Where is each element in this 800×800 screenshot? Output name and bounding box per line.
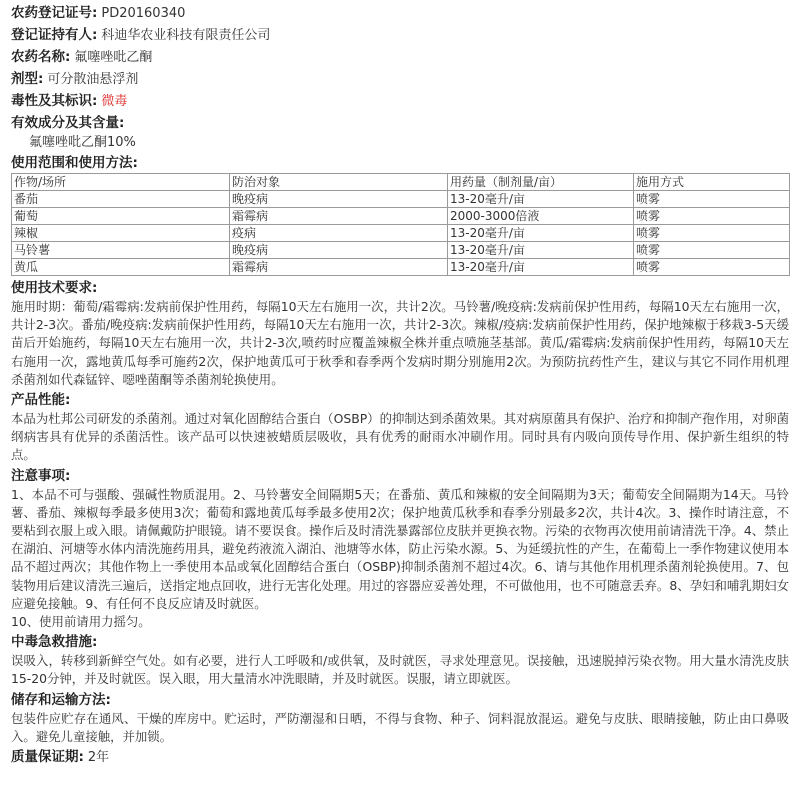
usage-table-header-row: [12, 174, 790, 191]
toxicity-row: [11, 90, 789, 112]
usage-cell-crop: 葡萄: [12, 208, 230, 225]
usage-header-dosage: 用药量（制剂量/亩）: [448, 174, 634, 191]
toxicity-value: 微毒: [101, 94, 128, 109]
usage-heading: 使用范围和使用方法:: [11, 155, 138, 171]
pesticide-name-row: [11, 46, 789, 68]
usage-cell-method: 喷雾: [634, 242, 790, 259]
usage-cell-dosage: 13-20毫升/亩: [448, 191, 634, 208]
product-features-heading: 产品性能:: [11, 392, 71, 409]
usage-table: [11, 173, 790, 276]
table-row: [12, 191, 790, 208]
usage-cell-target: 霜霉病: [230, 259, 448, 276]
formulation-row: [11, 68, 789, 90]
technical-requirements-text: 施用时期：葡萄/霜霉病:发病前保护性用药，每隔10天左右施用一次，共计2次。马铃薯/晚疫病:发病前保护性用药，每隔10天左右施用一次，共计2-3次。番茄/晚疫病:发病前保护性用药，每隔10天左右施用一次，共计2-3次。辣椒/疫病:发病前保护性用药，保护地辣椒于移栽3-5天缓苗后开始施药，每隔10天左右施用一次，共计2-3次,喷药时应覆盖辣椒全株并重点喷施茎基部。黄瓜/霜霉病:发病前保护性用药，每隔10天左右施用一次，露地黄瓜每季可施药2次，保护地黄瓜可于秋季和春季两个发病时期分别施用2次。为预防抗药性产生，建议与其它不同作用机理杀菌剂如代森锰锌、噁唑菌酮等杀菌剂轮换使用。: [11, 299, 790, 387]
certificate-holder-label: 登记证持有人:: [11, 27, 98, 43]
first-aid-heading: 中毒急救措施:: [11, 634, 98, 651]
certificate-holder-row: [11, 24, 789, 46]
usage-cell-crop: 番茄: [12, 191, 230, 208]
table-row: [12, 242, 790, 259]
usage-header-crop: 作物/场所: [12, 174, 230, 191]
precautions-heading: 注意事项:: [11, 467, 71, 484]
usage-cell-method: 喷雾: [634, 259, 790, 276]
storage-heading: 储存和运输方法:: [11, 691, 111, 708]
registration-number-value: PD20160340: [101, 6, 186, 21]
precautions-text: 1、本品不可与强酸、强碱性物质混用。2、马铃薯安全间隔期5天；在番茄、黄瓜和辣椒的安全间隔期为3天；葡萄安全间隔期为14天。马铃薯、番茄、辣椒每季最多使用3次；葡萄和露地黄瓜每季最多使用2次；保护地黄瓜秋季和春季分别最多2次，共计4次。3、操作时请注意，不要粘到衣服上或入眼。请佩戴防护眼镜。请不要误食。操作后及时清洗暴露部位皮肤并更换衣物。污染的衣物再次使用前请清洗干净。4、禁止在湖泊、河塘等水体内清洗施药用具，避免药液流入湖泊、池塘等水体，防止污染水源。5、为延缓抗性的产生，在葡萄上一季作物建议使用本品不超过两次；其他作物上一季使用本品或氧化固醇结合蛋白（OSBP)抑制杀菌剂不超过4次。6、请与其他作用机理杀菌剂轮换使用。7、包装物用后建议清洗三遍后，送指定地点回收，进行无害化处理。用过的容器应妥善处理，不可做他用，也不可随意丢弃。8、孕妇和哺乳期妇女应避免接触。9、有任何不良反应请及时就医。: [11, 486, 789, 611]
usage-header-target: 防治对象: [230, 174, 448, 191]
usage-cell-crop: 辣椒: [12, 225, 230, 242]
formulation-value: 可分散油悬浮剂: [47, 72, 139, 87]
table-row: [12, 225, 790, 242]
table-row: [12, 259, 790, 276]
certificate-holder-value: 科迪华农业科技有限责任公司: [101, 28, 271, 43]
registration-number-label: 农药登记证号:: [11, 5, 98, 21]
storage-text: 包装件应贮存在通风、干燥的库房中。贮运时，严防潮湿和日晒，不得与食物、种子、饲料混放混运。避免与皮肤、眼睛接触，防止由口鼻吸入。避免儿童接触，并加锁。: [11, 710, 789, 744]
usage-cell-dosage: 13-20毫升/亩: [448, 225, 634, 242]
usage-cell-dosage: 13-20毫升/亩: [448, 259, 634, 276]
usage-cell-target: 晚疫病: [230, 242, 448, 259]
first-aid-text: 误吸入，转移到新鲜空气处。如有必要，进行人工呼吸和/或供氧，及时就医，寻求处理意见。误接触，迅速脱掉污染衣物。用大量水清洗皮肤15-20分钟，并及时就医。误入眼，用大量清水冲洗眼睛，并及时就医。误服，请立即就医。: [11, 653, 789, 687]
formulation-label: 剂型:: [11, 71, 44, 87]
usage-cell-crop: 马铃薯: [12, 242, 230, 259]
precautions-text-final: 10、使用前请用力摇匀。: [11, 614, 151, 630]
usage-cell-target: 晚疫病: [230, 191, 448, 208]
usage-cell-method: 喷雾: [634, 225, 790, 242]
usage-cell-dosage: 2000-3000倍液: [448, 208, 634, 225]
usage-cell-target: 霜霉病: [230, 208, 448, 225]
table-row: [12, 208, 790, 225]
registration-number-row: [11, 2, 789, 24]
pesticide-name-value: 氟噻唑吡乙酮: [74, 50, 153, 65]
product-features-text: 本品为杜邦公司研发的杀菌剂。通过对氧化固醇结合蛋白（OSBP）的抑制达到杀菌效果。其对病原菌具有保护、治疗和抑制产孢作用，对卵菌纲病害具有优异的杀菌活性。该产品可以快速被蜡质层吸收，具有优秀的耐雨水冲刷作用。同时具有内吸向顶传导作用、保护新生组织的特点。: [11, 411, 789, 463]
usage-cell-method: 喷雾: [634, 208, 790, 225]
usage-cell-dosage: 13-20毫升/亩: [448, 242, 634, 259]
usage-cell-crop: 黄瓜: [12, 259, 230, 276]
technical-requirements-heading: 使用技术要求:: [11, 280, 98, 296]
toxicity-label: 毒性及其标识:: [11, 93, 98, 109]
usage-cell-target: 疫病: [230, 225, 448, 242]
usage-cell-method: 喷雾: [634, 191, 790, 208]
ingredient-value: 氟噻唑吡乙酮10%: [29, 135, 136, 150]
pesticide-name-label: 农药名称:: [11, 49, 71, 65]
ingredient-heading: 有效成分及其含量:: [11, 115, 125, 131]
shelf-life-row: [11, 746, 789, 768]
shelf-life-value: 2年: [87, 750, 110, 766]
usage-header-method: 施用方式: [634, 174, 790, 191]
shelf-life-label: 质量保证期:: [11, 749, 84, 766]
